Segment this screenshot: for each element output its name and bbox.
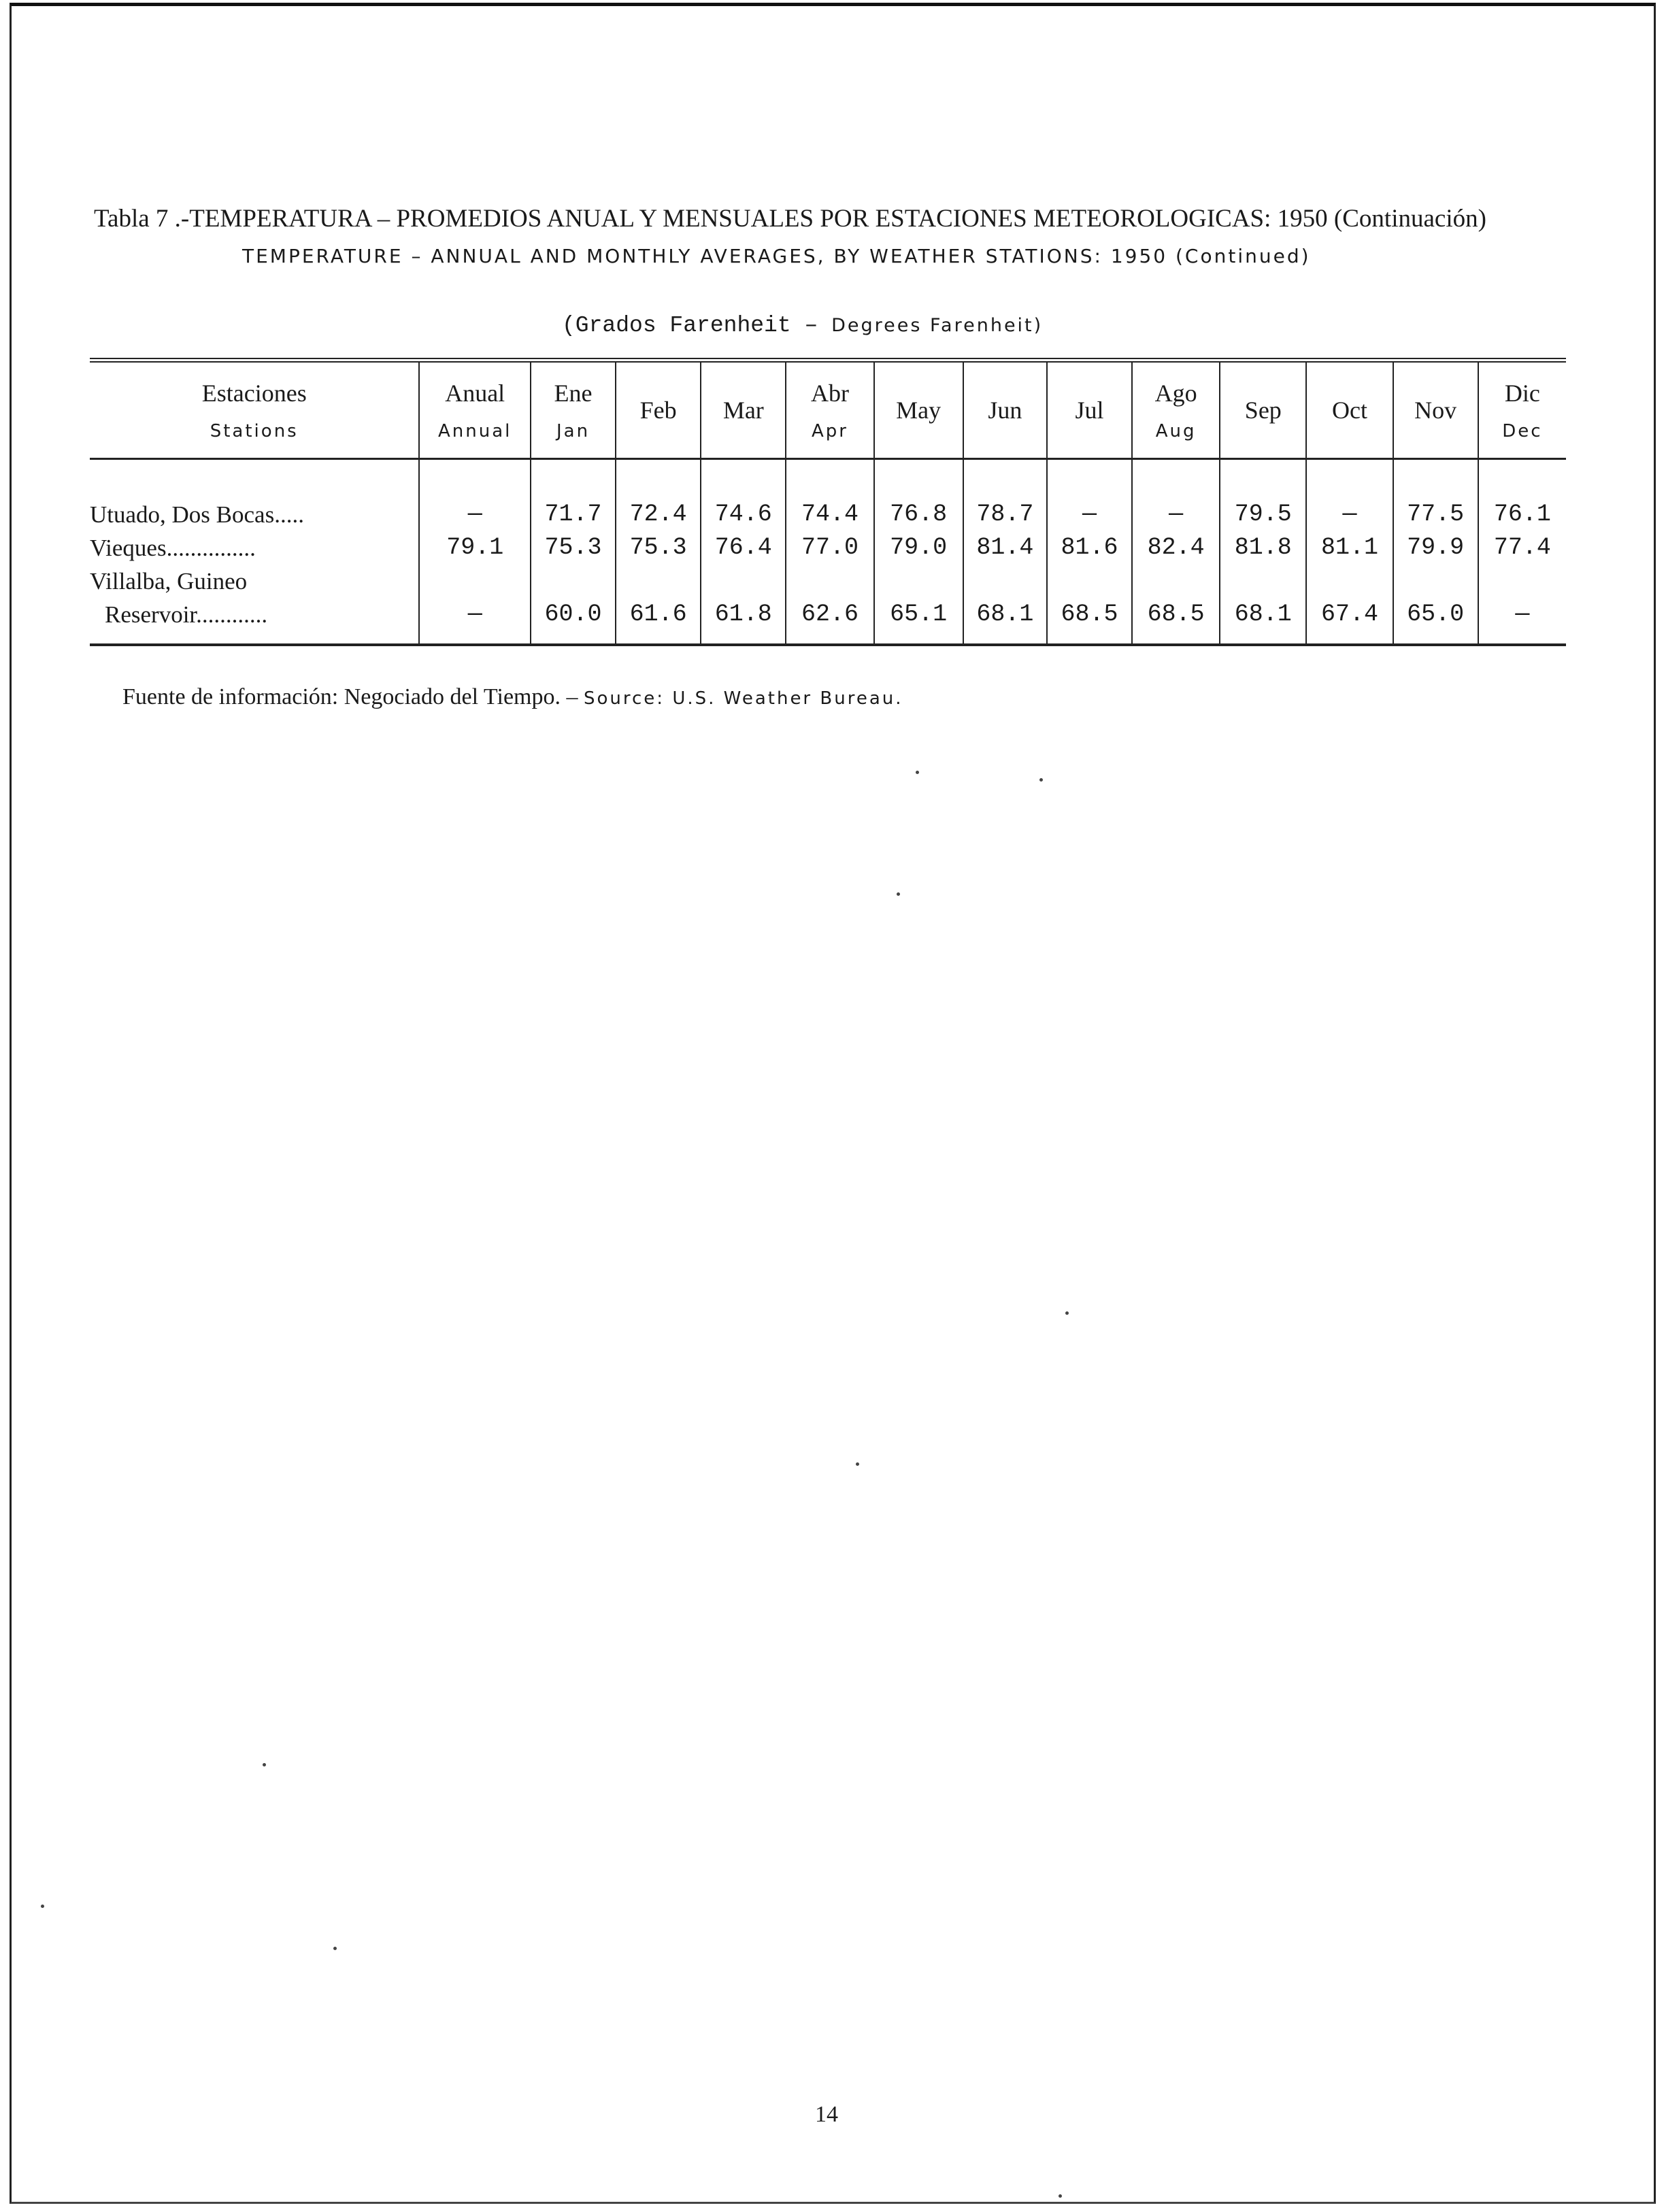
column-header-feb xyxy=(616,361,701,459)
scan-speck xyxy=(1039,778,1043,782)
scan-speck xyxy=(333,1947,337,1950)
column-header-label: Jul xyxy=(1075,397,1104,424)
source-note xyxy=(122,684,903,710)
table-header-row xyxy=(90,361,1566,459)
table-cell: 75.3 xyxy=(616,531,701,565)
table-cell: 76.8 xyxy=(874,498,963,531)
table-spacer-row xyxy=(90,459,1566,499)
table-cell: — xyxy=(1132,498,1220,531)
table-cell: 68.5 xyxy=(1047,598,1132,645)
column-header-label-spanish: Abr xyxy=(810,380,849,407)
column-header-label-english: Stations xyxy=(210,421,299,441)
column-header-label: Jun xyxy=(988,397,1022,424)
column-header-may xyxy=(874,361,963,459)
table-cell: 76.1 xyxy=(1478,498,1566,531)
scan-speck xyxy=(916,771,919,774)
table-cell xyxy=(1220,459,1306,499)
column-header-label: Nov xyxy=(1414,397,1457,424)
table-cell xyxy=(1220,565,1306,598)
station-name-cell: Reservoir............ xyxy=(105,601,268,628)
column-header-oct xyxy=(1306,361,1393,459)
table-cell xyxy=(1047,459,1132,499)
table-cell: 68.5 xyxy=(1132,598,1220,645)
table-cell: — xyxy=(419,598,531,645)
table-title-english: TEMPERATURE – ANNUAL AND MONTHLY AVERAGES, BY WEATHER STATIONS: 1950 (Continued) xyxy=(242,245,1311,267)
table-cell: 77.4 xyxy=(1478,531,1566,565)
table-cell: — xyxy=(1047,498,1132,531)
table-cell: 79.1 xyxy=(419,531,531,565)
table-cell: 79.9 xyxy=(1393,531,1478,565)
page-number: 14 xyxy=(815,2102,838,2127)
table-row xyxy=(90,598,1566,645)
table-cell: 75.3 xyxy=(531,531,616,565)
table-body xyxy=(90,459,1566,646)
column-header-label-english: Annual xyxy=(438,421,512,441)
table-cell xyxy=(531,565,616,598)
column-header-mar xyxy=(701,361,786,459)
column-header-jul xyxy=(1047,361,1132,459)
table-cell xyxy=(90,459,419,499)
table-cell xyxy=(419,565,531,598)
table-cell: 77.5 xyxy=(1393,498,1478,531)
column-header-label-spanish: Estaciones xyxy=(201,380,307,407)
table-cell: 74.4 xyxy=(786,498,873,531)
table-cell xyxy=(616,459,701,499)
column-header-label-spanish: Ene xyxy=(554,380,593,407)
column-header-label: Mar xyxy=(722,397,764,424)
column-header-apr xyxy=(786,361,873,459)
table-row xyxy=(90,531,1566,565)
table-row xyxy=(90,498,1566,531)
column-header-label-spanish: Ago xyxy=(1154,380,1197,407)
column-header-label-english: Dec xyxy=(1502,421,1543,441)
column-header-label: Oct xyxy=(1331,397,1367,424)
table-cell xyxy=(616,565,701,598)
table-cell: 79.5 xyxy=(1220,498,1306,531)
table-cell: 61.8 xyxy=(701,598,786,645)
table-cell: 81.8 xyxy=(1220,531,1306,565)
column-header-label-english: Jan xyxy=(556,421,590,441)
scan-speck xyxy=(263,1763,266,1766)
column-header-sep xyxy=(1220,361,1306,459)
column-header-aug xyxy=(1132,361,1220,459)
column-header-stations xyxy=(90,361,419,459)
table-cell xyxy=(1132,565,1220,598)
table-row xyxy=(90,565,1566,598)
column-header-label-spanish: Dic xyxy=(1504,380,1540,407)
column-header-annual xyxy=(419,361,531,459)
table-cell xyxy=(531,459,616,499)
source-note-spanish: Fuente de información: Negociado del Tiempo. – xyxy=(122,684,578,709)
table-cell: 71.7 xyxy=(531,498,616,531)
column-header-label-english: Apr xyxy=(811,421,848,441)
table-cell: 77.0 xyxy=(786,531,873,565)
units-caption xyxy=(562,313,1043,338)
station-name-cell: Vieques............... xyxy=(90,535,256,561)
table-cell xyxy=(701,459,786,499)
column-header-label-english: Aug xyxy=(1155,421,1197,441)
table-cell: 81.6 xyxy=(1047,531,1132,565)
table-cell xyxy=(1393,459,1478,499)
table-cell: 79.0 xyxy=(874,531,963,565)
column-header-jan xyxy=(531,361,616,459)
column-header-label: May xyxy=(896,397,942,424)
table-cell xyxy=(786,565,873,598)
units-caption-spanish: (Grados Farenheit – xyxy=(562,313,818,338)
column-header-nov xyxy=(1393,361,1478,459)
table-cell xyxy=(963,565,1047,598)
station-name-cell: Villalba, Guineo xyxy=(90,568,248,594)
column-header-label: Sep xyxy=(1244,397,1282,424)
scan-speck xyxy=(856,1462,859,1466)
table-cell: 60.0 xyxy=(531,598,616,645)
table-cell: — xyxy=(419,498,531,531)
table-cell xyxy=(963,459,1047,499)
column-header-jun xyxy=(963,361,1047,459)
table-cell: 68.1 xyxy=(1220,598,1306,645)
scan-speck xyxy=(1059,2194,1062,2198)
table-cell xyxy=(874,459,963,499)
table-cell xyxy=(874,565,963,598)
table-cell xyxy=(701,565,786,598)
scan-speck xyxy=(897,892,900,896)
source-note-english: Source: U.S. Weather Bureau. xyxy=(584,688,903,709)
scan-speck xyxy=(1065,1311,1069,1315)
table-cell: 76.4 xyxy=(701,531,786,565)
table-cell xyxy=(1132,459,1220,499)
table-cell: 61.6 xyxy=(616,598,701,645)
table-cell xyxy=(1393,565,1478,598)
table-cell xyxy=(1306,565,1393,598)
temperature-table xyxy=(90,358,1566,646)
table-cell: — xyxy=(1478,598,1566,645)
scan-speck xyxy=(41,1905,44,1908)
table-cell: 62.6 xyxy=(786,598,873,645)
table-cell xyxy=(1478,459,1566,499)
units-caption-english: Degrees Farenheit) xyxy=(831,315,1044,336)
column-header-label: Feb xyxy=(639,397,677,424)
table-cell xyxy=(1306,459,1393,499)
table-cell: 82.4 xyxy=(1132,531,1220,565)
table-cell xyxy=(1047,565,1132,598)
column-header-dec xyxy=(1478,361,1566,459)
table-cell: 67.4 xyxy=(1306,598,1393,645)
table-title-spanish: Tabla 7 .-TEMPERATURA – PROMEDIOS ANUAL Y MENSUALES POR ESTACIONES METEOROLOGICAS: 1950 (Continuación) xyxy=(94,205,1486,233)
table-cell: 81.4 xyxy=(963,531,1047,565)
column-header-label-spanish: Anual xyxy=(445,380,505,407)
table-cell xyxy=(419,459,531,499)
table-cell: 65.1 xyxy=(874,598,963,645)
table-cell: 81.1 xyxy=(1306,531,1393,565)
table-cell: 68.1 xyxy=(963,598,1047,645)
table-cell xyxy=(1478,565,1566,598)
table-cell xyxy=(786,459,873,499)
station-name-cell: Utuado, Dos Bocas..... xyxy=(90,501,304,528)
table-cell: — xyxy=(1306,498,1393,531)
table-cell: 65.0 xyxy=(1393,598,1478,645)
table-cell: 78.7 xyxy=(963,498,1047,531)
table-cell: 74.6 xyxy=(701,498,786,531)
table-cell: 72.4 xyxy=(616,498,701,531)
